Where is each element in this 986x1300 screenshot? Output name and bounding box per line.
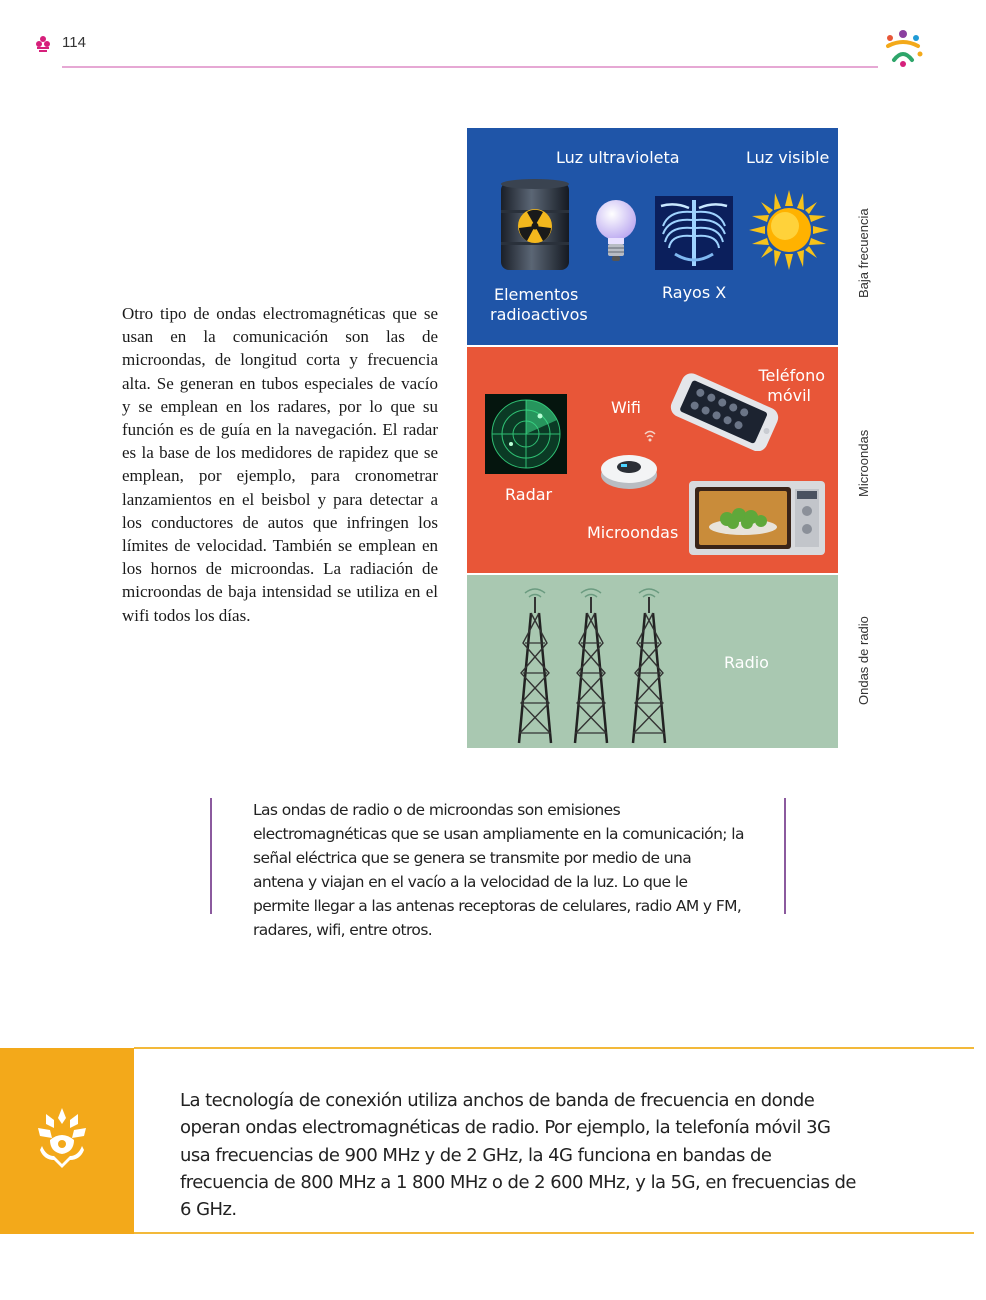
page-number: 114	[62, 34, 86, 51]
radioactive-barrel-icon	[497, 178, 573, 274]
note-top-rule	[134, 1047, 974, 1049]
label-xray: Rayos X	[662, 283, 727, 302]
sun-icon	[749, 190, 829, 270]
side-label-radio-waves: Ondas de radio	[856, 616, 871, 705]
side-label-high-frequency: Baja frecuencia	[856, 208, 871, 298]
note-text: La tecnología de conexión utiliza anchos de banda de frecuencia en donde operan ondas electromagnéticas de radio. Por ejemplo, la telefonía móvil 3G usa frecuencias de 900 MHz y de 2 GHz, la 4G funciona en bandas de frecuencia de 800 MHz a 1 800 MHz o de 2 600 MHz, y la 5G, en frecuencias de 6 GHz.	[180, 1090, 856, 1221]
label-wifi: Wifi	[611, 398, 641, 417]
wifi-signal-icon	[643, 428, 657, 442]
label-radioactive-line2: radioactivos	[490, 305, 588, 324]
radar-screen-icon	[485, 394, 567, 474]
callout-box	[210, 798, 786, 939]
spectrum-illustration	[467, 128, 838, 748]
note-bottom-rule	[134, 1232, 974, 1234]
uv-light-bulb-icon	[593, 198, 639, 266]
body-paragraph: Otro tipo de ondas electromagnéticas que se usan en la comunicación son las de microondas, de longitud corta y frecuencia alta. Se generan en tubos especiales de vacío y se emplean en los radares, por lo que su función es de guía en la navegación. El radar es la base de los medidores de rapidez que se emplean, por ejemplo, para cronometrar lanzamientos en el beisbol y para detectar a los conductores de autos que infringen los límites de velocidad. También se emplean en los hornos de microondas. La radiación de microondas de baja intensidad se utiliza en el wifi todos los días.	[122, 304, 438, 625]
ornamental-plant-icon	[36, 1106, 88, 1172]
label-radio: Radio	[724, 653, 769, 672]
radio-tower-icon	[567, 583, 627, 748]
flower-ornament-icon	[33, 34, 53, 54]
header-rule	[62, 66, 878, 68]
microwave-oven-icon	[689, 481, 825, 555]
label-radioactive-line1: Elementos	[494, 285, 579, 304]
dancing-figure-logo-icon	[880, 24, 926, 70]
note-accent-box	[0, 1048, 134, 1234]
label-ultraviolet: Luz ultravioleta	[556, 148, 680, 167]
callout-text: Las ondas de radio o de microondas son emisiones electromagnéticas que se usan ampliamente en la comunicación; la señal eléctrica que se genera se transmite por medio de una antena y viajan en el vacío a la velocidad de la luz. Lo que le permite llegar a las antenas receptoras de celulares, radio AM y FM, radares, wifi, entre otros.	[253, 801, 744, 939]
label-phone-line1: Teléfono	[758, 366, 825, 385]
radio-waves-band	[467, 575, 838, 748]
high-frequency-band	[467, 128, 838, 345]
label-radar: Radar	[505, 485, 553, 504]
microwave-band	[467, 347, 838, 573]
label-phone-line2: móvil	[767, 386, 811, 405]
side-label-microwaves: Microondas	[856, 429, 871, 497]
xray-chest-icon	[655, 196, 733, 270]
radio-tower-icon	[511, 583, 571, 748]
radio-tower-icon	[625, 583, 685, 748]
robot-vacuum-icon	[599, 443, 659, 493]
label-visible-light: Luz visible	[746, 148, 830, 167]
label-microwave: Microondas	[587, 523, 679, 542]
